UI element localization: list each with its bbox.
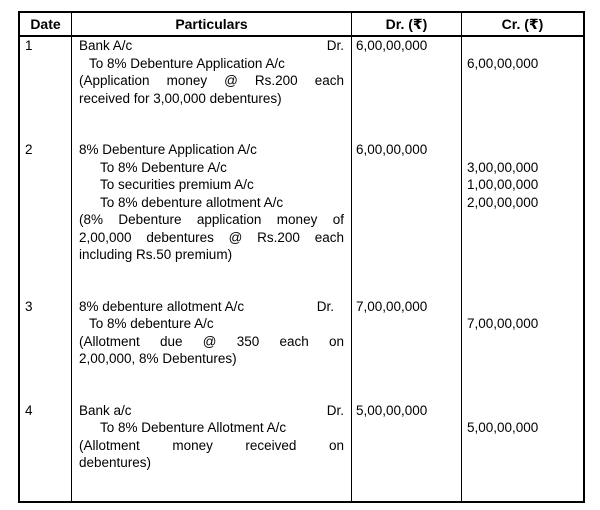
credit-line	[462, 90, 583, 108]
credit-amount: 2,00,00,000	[467, 194, 539, 210]
debit-line	[352, 194, 461, 212]
credit-line	[462, 229, 583, 247]
header-dr: Dr. (₹)	[352, 13, 462, 35]
spacer-line	[462, 107, 583, 141]
spacer-line	[462, 264, 583, 298]
particulars-text: received for 3,00,000 debentures)	[79, 90, 282, 106]
date-line	[20, 72, 71, 90]
date-line	[20, 333, 71, 351]
date-line	[20, 315, 71, 333]
particulars-text: debentures)	[79, 455, 152, 470]
particulars-line	[72, 246, 351, 264]
date-line	[20, 194, 71, 212]
particulars-line	[72, 141, 351, 159]
debit-line	[352, 141, 461, 159]
table-header-row	[20, 13, 583, 37]
entry-date: 3	[25, 298, 33, 314]
debit-line	[352, 454, 461, 472]
spacer-line	[20, 368, 71, 402]
particulars-text: 2,00,000 debentures @ Rs.200 each	[79, 229, 344, 245]
spacer-line	[352, 107, 461, 141]
debit-amount: 7,00,00,000	[356, 298, 428, 314]
debit-line	[352, 176, 461, 194]
particulars-line	[72, 298, 351, 316]
credit-amount: 7,00,00,000	[467, 316, 539, 331]
particulars-line	[72, 176, 351, 194]
particulars-line	[72, 194, 351, 212]
particulars-line	[72, 454, 351, 472]
particulars-line	[72, 419, 351, 437]
date-line	[20, 246, 71, 264]
spacer-line	[352, 368, 461, 402]
header-cr: Cr. (₹)	[501, 16, 544, 32]
date-line	[20, 350, 71, 368]
credit-line	[462, 454, 583, 472]
particulars-line	[72, 90, 351, 108]
debit-line	[352, 37, 461, 55]
particulars-text: including Rs.50 premium)	[79, 247, 233, 262]
entry-date: 2	[25, 142, 33, 157]
debit-amount: 6,00,00,000	[356, 38, 428, 53]
debit-line	[352, 211, 461, 229]
debit-line	[352, 402, 461, 420]
credit-line	[462, 72, 583, 90]
credit-line	[462, 419, 583, 437]
particulars-text: To securities premium A/c	[100, 177, 254, 192]
debit-line	[352, 298, 461, 316]
credit-amount: 6,00,00,000	[467, 55, 539, 71]
date-line	[20, 211, 71, 229]
debit-line	[352, 55, 461, 73]
credit-line	[462, 194, 583, 212]
particulars-text: To 8% debenture A/c	[89, 316, 214, 331]
entry-date: 1	[25, 38, 33, 53]
date-line	[20, 141, 71, 159]
header-date: Date	[20, 13, 72, 35]
particulars-text: To 8% Debenture Allotment A/c	[100, 420, 287, 435]
debit-line	[352, 333, 461, 351]
particulars-line	[72, 350, 351, 368]
credit-line	[462, 315, 583, 333]
particulars-text: 8% Debenture Application A/c	[79, 142, 257, 157]
date-column	[20, 37, 72, 501]
credit-amount: 1,00,00,000	[467, 177, 539, 192]
particulars-line	[72, 211, 351, 229]
particulars-text: (Allotment money received on	[79, 437, 344, 453]
credit-line	[462, 402, 583, 420]
spacer-line	[72, 107, 351, 141]
debit-line	[352, 90, 461, 108]
credit-amount: 3,00,00,000	[467, 159, 539, 175]
credit-line	[462, 437, 583, 455]
date-line	[20, 298, 71, 316]
date-line	[20, 37, 71, 55]
credit-line	[462, 55, 583, 73]
debit-column	[352, 37, 462, 501]
particulars-text: To 8% debenture allotment A/c	[100, 194, 284, 210]
debit-line	[352, 159, 461, 177]
debit-line	[352, 72, 461, 90]
credit-line	[462, 246, 583, 264]
debit-line	[352, 315, 461, 333]
particulars-text: 8% debenture allotment A/c	[79, 298, 245, 314]
credit-line	[462, 350, 583, 368]
debit-line	[352, 229, 461, 247]
journal-table	[18, 11, 585, 503]
particulars-line	[72, 315, 351, 333]
date-line	[20, 159, 71, 177]
particulars-text: (Application money @ Rs.200 each	[79, 73, 344, 88]
dr-label: Dr.	[326, 402, 344, 418]
date-line	[20, 229, 71, 247]
particulars-text: (8% Debenture application money of	[79, 212, 344, 227]
date-line	[20, 419, 71, 437]
header-particulars: Particulars	[72, 13, 352, 35]
date-line	[20, 402, 71, 420]
date-line	[20, 90, 71, 108]
particulars-line	[72, 402, 351, 420]
particulars-line	[72, 159, 351, 177]
date-line	[20, 176, 71, 194]
particulars-text: 2,00,000, 8% Debentures)	[79, 351, 237, 366]
dr-label: Dr.	[316, 298, 334, 314]
date-line	[20, 454, 71, 472]
dr-label: Dr.	[326, 38, 344, 53]
particulars-column	[72, 37, 352, 501]
debit-amount: 5,00,00,000	[356, 402, 428, 418]
spacer-line	[20, 264, 71, 298]
credit-line	[462, 176, 583, 194]
particulars-text: Bank a/c	[79, 402, 132, 418]
particulars-line	[72, 229, 351, 247]
debit-line	[352, 350, 461, 368]
debit-amount: 6,00,00,000	[356, 142, 428, 157]
credit-column	[462, 37, 583, 501]
particulars-text: To 8% Debenture Application A/c	[89, 55, 285, 71]
entry-date: 4	[25, 402, 33, 418]
table-body	[20, 37, 583, 501]
debit-line	[352, 419, 461, 437]
date-line	[20, 55, 71, 73]
credit-line	[462, 141, 583, 159]
particulars-line	[72, 437, 351, 455]
debit-line	[352, 437, 461, 455]
particulars-text: Bank A/c	[79, 38, 133, 53]
credit-amount: 5,00,00,000	[467, 420, 539, 435]
spacer-line	[462, 368, 583, 402]
spacer-line	[20, 107, 71, 141]
credit-line	[462, 159, 583, 177]
credit-line	[462, 298, 583, 316]
particulars-text: To 8% Debenture A/c	[100, 159, 227, 175]
particulars-line	[72, 72, 351, 90]
particulars-line	[72, 333, 351, 351]
particulars-text: (Allotment due @ 350 each on	[79, 333, 344, 349]
spacer-line	[72, 368, 351, 402]
date-line	[20, 437, 71, 455]
debit-line	[352, 246, 461, 264]
particulars-line	[72, 55, 351, 73]
credit-line	[462, 211, 583, 229]
credit-line	[462, 37, 583, 55]
particulars-line	[72, 37, 351, 55]
spacer-line	[72, 264, 351, 298]
credit-line	[462, 333, 583, 351]
spacer-line	[352, 264, 461, 298]
